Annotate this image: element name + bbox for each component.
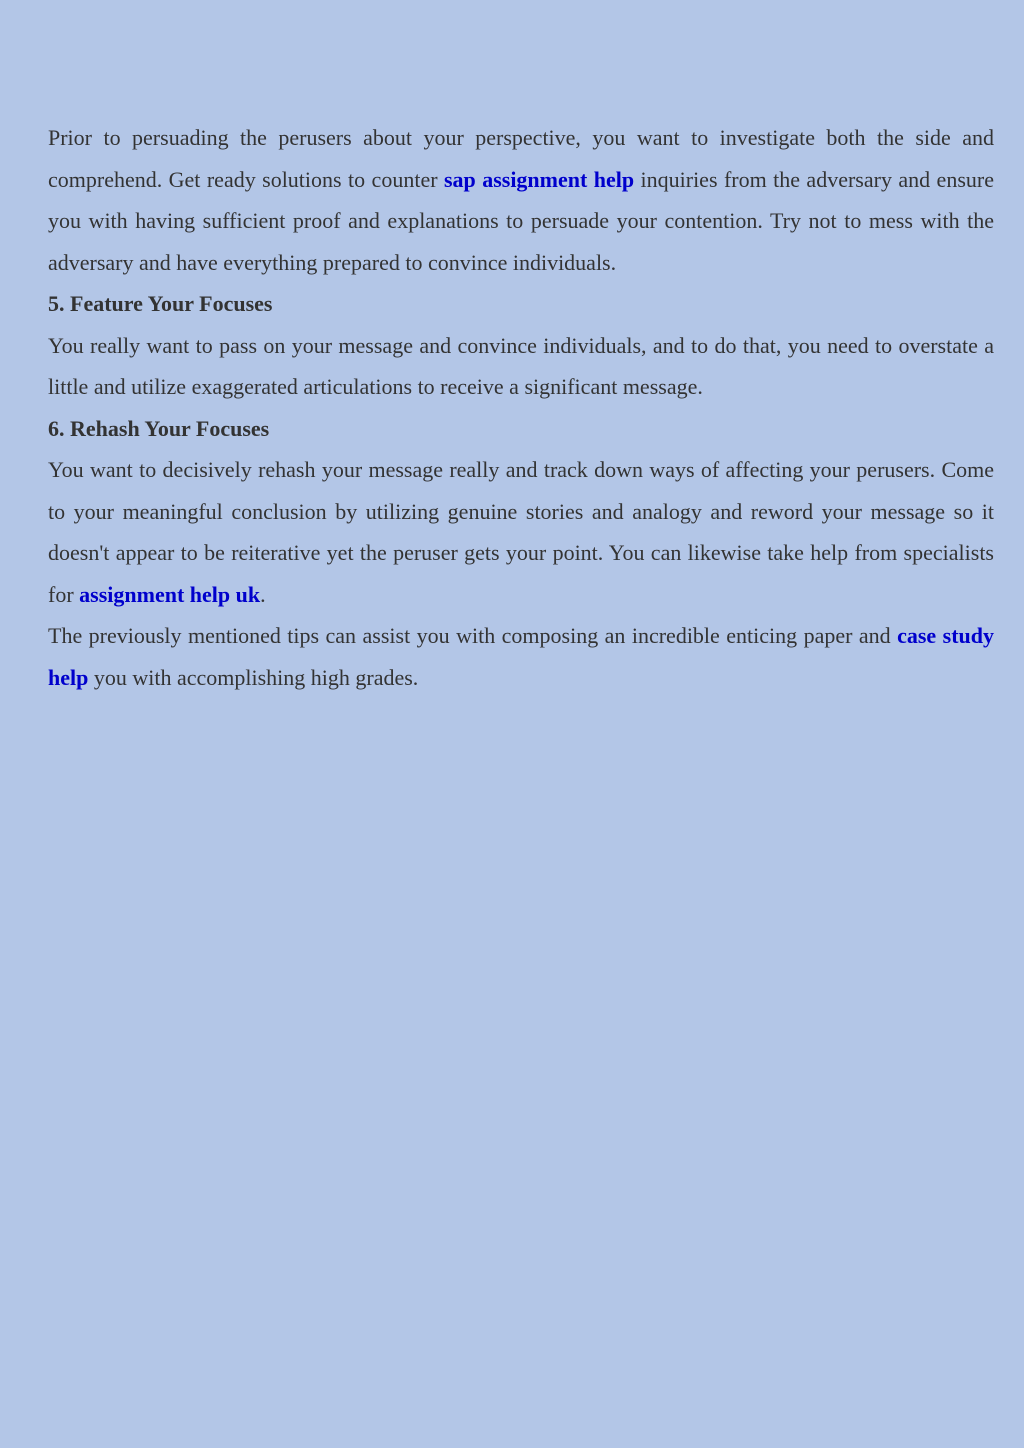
- section-5-heading: 5. Feature Your Focuses: [48, 291, 273, 316]
- case-study-help-link[interactable]: case study help: [48, 623, 994, 690]
- closing-text-start: The previously mentioned tips can assist you with composing an incredible enticing paper and: [48, 623, 898, 648]
- section-6-text-start: You want to decisively rehash your message really and track down ways of affecting your perusers. Come to your meaningful conclusion by utilizing genuine stories and analogy and reword your message so it doesn't appear to be reiterative yet the peruser gets your point. You can likewise take help from specialists for: [48, 457, 994, 607]
- intro-text-end: inquiries from the adversary and ensure you with having sufficient proof and explanations to persuade your contention. Try not to mess with the adversary and have everything prepared to convince individuals.: [48, 166, 994, 275]
- section-5-paragraph: You really want to pass on your message and convince individuals, and to do that, you need to overstate a little and utilize exaggerated articulations to receive a significant message.: [48, 332, 994, 399]
- intro-paragraph: [48, 117, 994, 283]
- closing-paragraph: [48, 615, 994, 698]
- section-6-paragraph: [48, 449, 994, 615]
- closing-text-end: you with accomplishing high grades.: [88, 664, 419, 690]
- intro-text-start: Prior to persuading the perusers about your perspective, you want to investigate both the side and comprehend. Get ready solutions to counter: [48, 125, 994, 192]
- section-6-text-end: .: [260, 581, 266, 607]
- section-6-heading: 6. Rehash Your Focuses: [48, 415, 270, 441]
- assignment-help-uk-link[interactable]: assignment help uk: [79, 581, 261, 607]
- document-body: [48, 117, 994, 698]
- sap-assignment-help-link[interactable]: sap assignment help: [443, 166, 635, 192]
